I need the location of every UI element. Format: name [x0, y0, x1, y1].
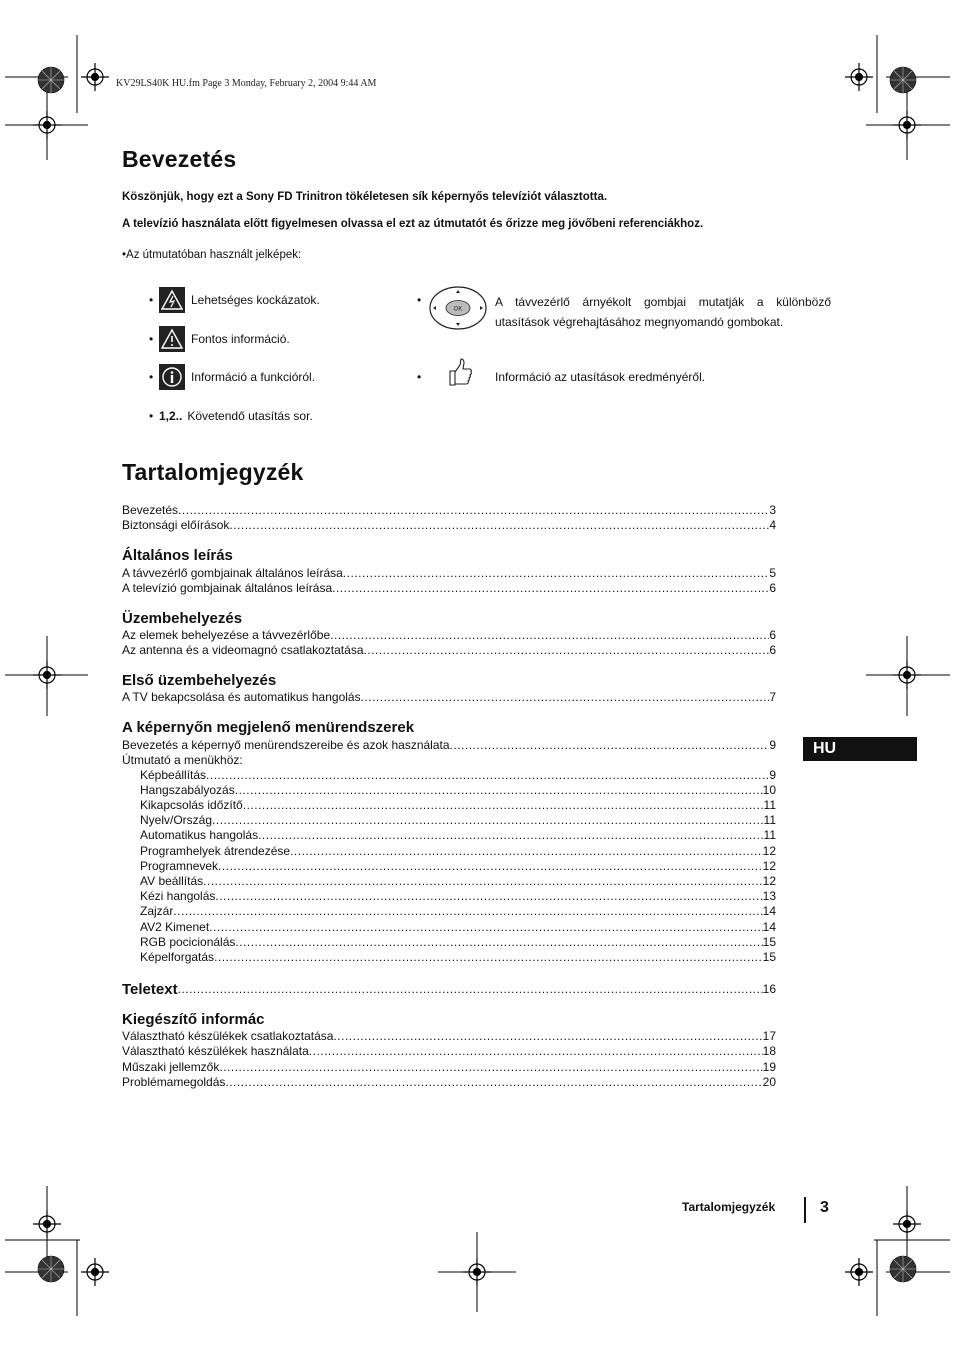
- toc-entry[interactable]: Műszaki jellemzők ..... 19: [122, 1059, 776, 1074]
- toc-section-heading: A képernyőn megjelenő menürendszerek: [122, 719, 415, 737]
- symbol-text: Fontos információ.: [191, 332, 290, 346]
- toc-entry[interactable]: Képbeállítás ..... 9: [122, 768, 776, 783]
- toc-entry[interactable]: Az antenna és a videomagnó csatlakoztatása ..... 6: [122, 643, 776, 658]
- toc-entry[interactable]: Nyelv/Ország ..... 11: [122, 813, 776, 828]
- symbol-text: Követendő utasítás sor.: [187, 409, 313, 423]
- svg-text:OK: OK: [453, 306, 463, 313]
- toc-entry[interactable]: Az elemek behelyezése a távvezérlőbe ..... 6: [122, 628, 776, 643]
- symbol-item: • Információ a funkcióról.: [149, 364, 315, 390]
- remote-description: A távvezérlő árnyékolt gombjai mutatják a különböző utasítások végrehajtásához megnyomandó gombokat.: [495, 295, 831, 329]
- toc-entry[interactable]: Kézi hangolás ..... 13: [122, 889, 776, 904]
- toc-section-heading: Első üzembehelyezés: [122, 672, 277, 690]
- footer-divider: [804, 1197, 806, 1223]
- toc-entry[interactable]: Problémamegoldás ..... 20: [122, 1075, 776, 1090]
- toc-entry[interactable]: Képelforgatás ..... 15: [122, 950, 776, 965]
- footer-section-label: Tartalomjegyzék: [682, 1200, 776, 1214]
- lightning-warning-icon: [159, 287, 185, 313]
- page-number: 3: [820, 1199, 829, 1216]
- toc-entry[interactable]: Teletext ..... 16: [122, 979, 776, 997]
- remote-control-icon: [428, 285, 488, 336]
- toc-title: Tartalomjegyzék: [122, 459, 304, 485]
- step-prefix: 1,2..: [159, 409, 183, 423]
- result-description: Információ az utasítások eredményéről.: [495, 370, 706, 384]
- symbol-item: • Fontos információ.: [149, 326, 290, 352]
- read-notice: A televízió használata előtt figyelmesen olvassa el ezt az útmutatót és őrizze meg jövőbeni referenciákhoz.: [122, 218, 704, 230]
- toc-entry[interactable]: Programhelyek átrendezése ..... 12: [122, 843, 776, 858]
- toc-entry[interactable]: Hangszabályozás ..... 10: [122, 783, 776, 798]
- toc-entry[interactable]: Programnevek ..... 12: [122, 859, 776, 874]
- symbol-text: Információ a funkcióról.: [191, 370, 316, 384]
- toc-entry[interactable]: Bevezetés a képernyő menürendszereibe és azok használata ..... 9: [122, 737, 776, 752]
- toc-section-heading: Kiegészítő informác: [122, 1010, 265, 1028]
- warning-triangle-icon: [159, 326, 185, 352]
- language-tab: HU: [803, 737, 917, 761]
- print-header: KV29LS40K HU.fm Page 3 Monday, February 2, 2004 9:44 AM: [116, 78, 377, 89]
- info-icon: [159, 364, 185, 390]
- toc-entry[interactable]: AV beállítás ..... 12: [122, 874, 776, 889]
- symbols-intro: •Az útmutatóban használt jelképek:: [122, 249, 302, 261]
- toc-entry[interactable]: Választható készülékek használata ..... 18: [122, 1044, 776, 1059]
- thanks-text: Köszönjük, hogy ezt a Sony FD Trinitron tökéletesen sík képernyős televíziót választotta.: [122, 191, 608, 203]
- symbol-item: • Lehetséges kockázatok.: [149, 287, 320, 313]
- toc-entry[interactable]: A távvezérlő gombjainak általános leírása ..... 5: [122, 565, 776, 580]
- toc-entry[interactable]: Választható készülékek csatlakoztatása ..... 17: [122, 1029, 776, 1044]
- toc: [122, 503, 776, 1090]
- toc-entry[interactable]: Automatikus hangolás ..... 11: [122, 828, 776, 843]
- toc-entry[interactable]: Kikapcsolás időzítő ..... 11: [122, 798, 776, 813]
- toc-entry[interactable]: AV2 Kimenet ..... 14: [122, 919, 776, 934]
- toc-entry[interactable]: A televízió gombjainak általános leírása ..... 6: [122, 581, 776, 596]
- toc-sub-label: Útmutató a menükhöz:: [122, 752, 243, 767]
- toc-entry[interactable]: Bevezetés ..... 3: [122, 503, 776, 518]
- symbol-item: • 1,2.. Követendő utasítás sor.: [149, 409, 313, 423]
- thumbs-up-icon: [446, 357, 474, 394]
- toc-section-heading: Általános leírás: [122, 547, 233, 565]
- toc-section-heading: Üzembehelyezés: [122, 609, 243, 627]
- toc-entry[interactable]: A TV bekapcsolása és automatikus hangolás ..... 7: [122, 690, 776, 705]
- symbol-text: Lehetséges kockázatok.: [191, 293, 320, 307]
- page-title: Bevezetés: [122, 146, 237, 172]
- toc-entry[interactable]: RGB pocicionálás ..... 15: [122, 935, 776, 950]
- toc-entry[interactable]: Zajzár ..... 14: [122, 904, 776, 919]
- toc-entry[interactable]: Biztonsági előírások ..... 4: [122, 518, 776, 533]
